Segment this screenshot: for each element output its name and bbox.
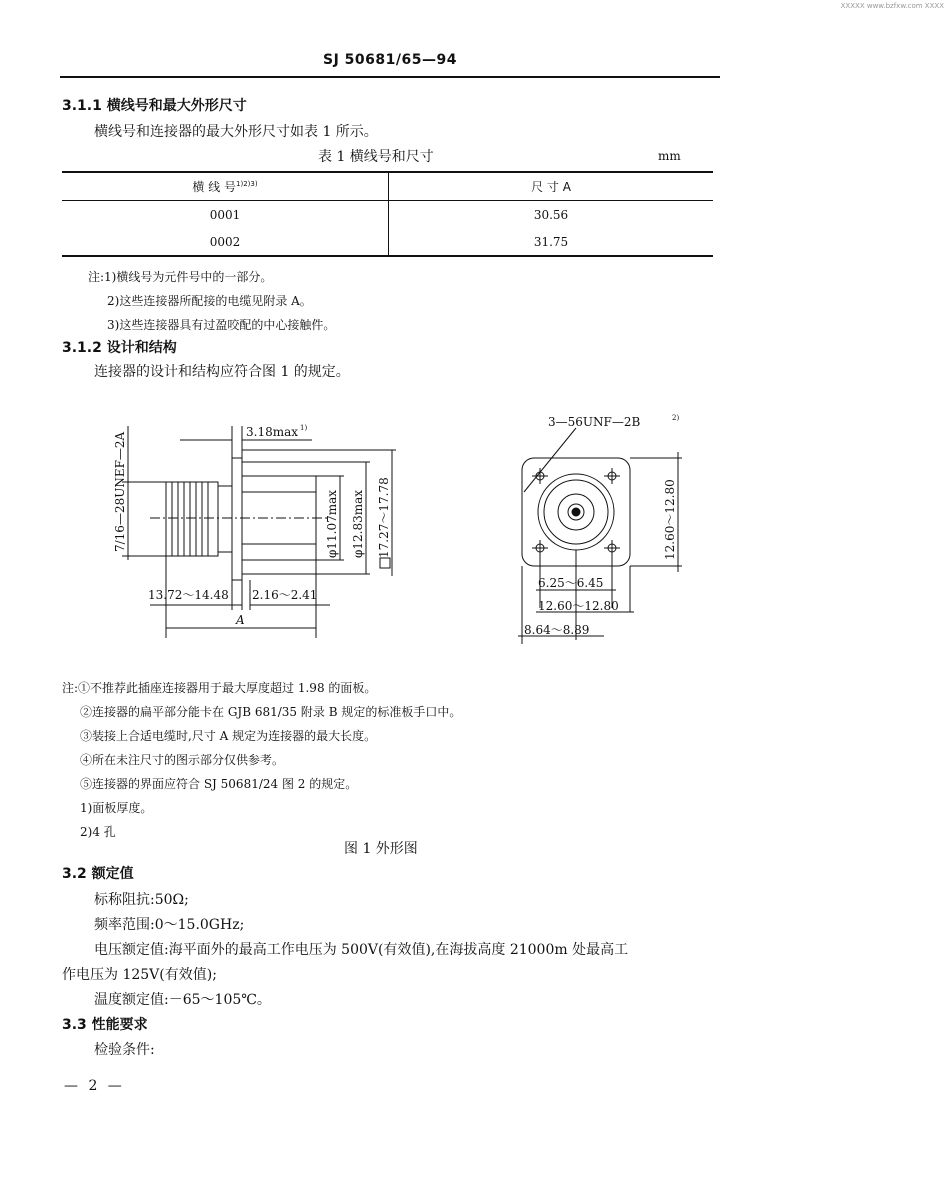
rating-line-4: 作电压为 125V(有效值);	[62, 967, 217, 983]
section-3-3-heading: 3.3 性能要求	[62, 1017, 148, 1033]
figure-1-caption: 图 1 外形图	[344, 841, 418, 857]
dim-flange-sup: 1)	[300, 424, 308, 432]
section-3-1-2-text: 连接器的设计和结构应符合图 1 的规定。	[94, 364, 350, 380]
figure-note-5: ⑤连接器的界面应符合 SJ 50681/24 图 2 的规定。	[80, 777, 358, 791]
table-header-cell: 尺 寸 A	[389, 172, 714, 201]
section-3-1-1-text: 横线号和连接器的最大外形尺寸如表 1 所示。	[94, 124, 378, 140]
dim-diameter-1: φ11.07max	[325, 489, 339, 558]
rating-line-1: 标称阻抗:50Ω;	[94, 892, 189, 908]
figure-note-3: ③装接上合适电缆时,尺寸 A 规定为连接器的最大长度。	[80, 729, 377, 743]
table-cell: 0002	[62, 228, 389, 256]
figure-note-4: ④所在未注尺寸的图示部分仅供参考。	[80, 753, 285, 767]
table-note-1: 注:1)横线号为元件号中的一部分。	[88, 270, 273, 284]
dim-square: 17.27～17.78	[377, 477, 391, 558]
threaded-body	[166, 482, 218, 556]
table-1-unit: mm	[658, 149, 681, 163]
table-row	[62, 201, 713, 229]
section-3-3-text: 检验条件:	[94, 1042, 155, 1058]
dim-diameter-2: φ12.83max	[351, 489, 365, 558]
header-rule	[60, 76, 720, 78]
table-note-3: 3)这些连接器具有过盈咬配的中心接触件。	[107, 318, 336, 332]
table-cell: 0001	[62, 201, 389, 229]
rating-line-5: 温度额定值:－65～105℃。	[94, 992, 271, 1008]
table-row	[62, 228, 713, 256]
dim-flange-thickness: 3.18max	[246, 425, 299, 439]
table-cell: 30.56	[533, 207, 569, 222]
rating-line-2: 频率范围:0～15.0GHz;	[94, 917, 245, 933]
figure-note-1: 注:①不推荐此插座连接器用于最大厚度超过 1.98 的面板。	[62, 681, 377, 695]
figure-note-7: 2)4 孔	[80, 825, 116, 839]
page-number: — 2 —	[64, 1078, 125, 1094]
dim-length-a: 13.72～14.48	[148, 588, 229, 602]
table-1-caption: 表 1 横线号和尺寸	[318, 149, 434, 165]
corner-watermark: XXXXX www.bzfxw.com XXXX	[840, 2, 944, 10]
dim-width-3: 8.64～8.89	[524, 623, 590, 637]
section-3-1-1-heading: 3.1.1 横线号和最大外形尺寸	[62, 98, 247, 114]
dim-length-total: A	[236, 613, 245, 627]
rating-line-3: 电压额定值:海平面外的最高工作电压为 500V(有效值),在海拔高度 21000m 处最高工	[94, 942, 629, 958]
dim-thread: 7/16—28UNEF—2A	[113, 431, 127, 552]
figure-note-2: ②连接器的扁平部分能卡在 GJB 681/35 附录 B 规定的标准板手口中。	[80, 705, 462, 719]
section-3-1-2-heading: 3.1.2 设计和结构	[62, 340, 177, 356]
dim-holes-sup: 2)	[672, 414, 680, 422]
outline-drawing	[0, 400, 950, 660]
figure-note-6: 1)面板厚度。	[80, 801, 153, 815]
section-3-2-heading: 3.2 额定值	[62, 866, 134, 882]
table-header-cell: 横 线 号$^{1)2)3)}$	[62, 172, 389, 201]
table-1	[62, 171, 713, 257]
document-code: SJ 50681/65—94	[323, 52, 457, 68]
flange	[232, 458, 242, 580]
table-cell: 31.75	[389, 228, 714, 256]
dim-length-b: 2.16～2.41	[252, 588, 318, 602]
dim-holes: 3—56UNF—2B	[548, 415, 641, 429]
dim-height: 12.60～12.80	[663, 479, 677, 560]
table-note-2: 2)这些连接器所配接的电缆见附录 A。	[107, 294, 312, 308]
dim-width-2: 12.60～12.80	[538, 599, 619, 613]
dim-width-1: 6.25～6.45	[538, 576, 604, 590]
